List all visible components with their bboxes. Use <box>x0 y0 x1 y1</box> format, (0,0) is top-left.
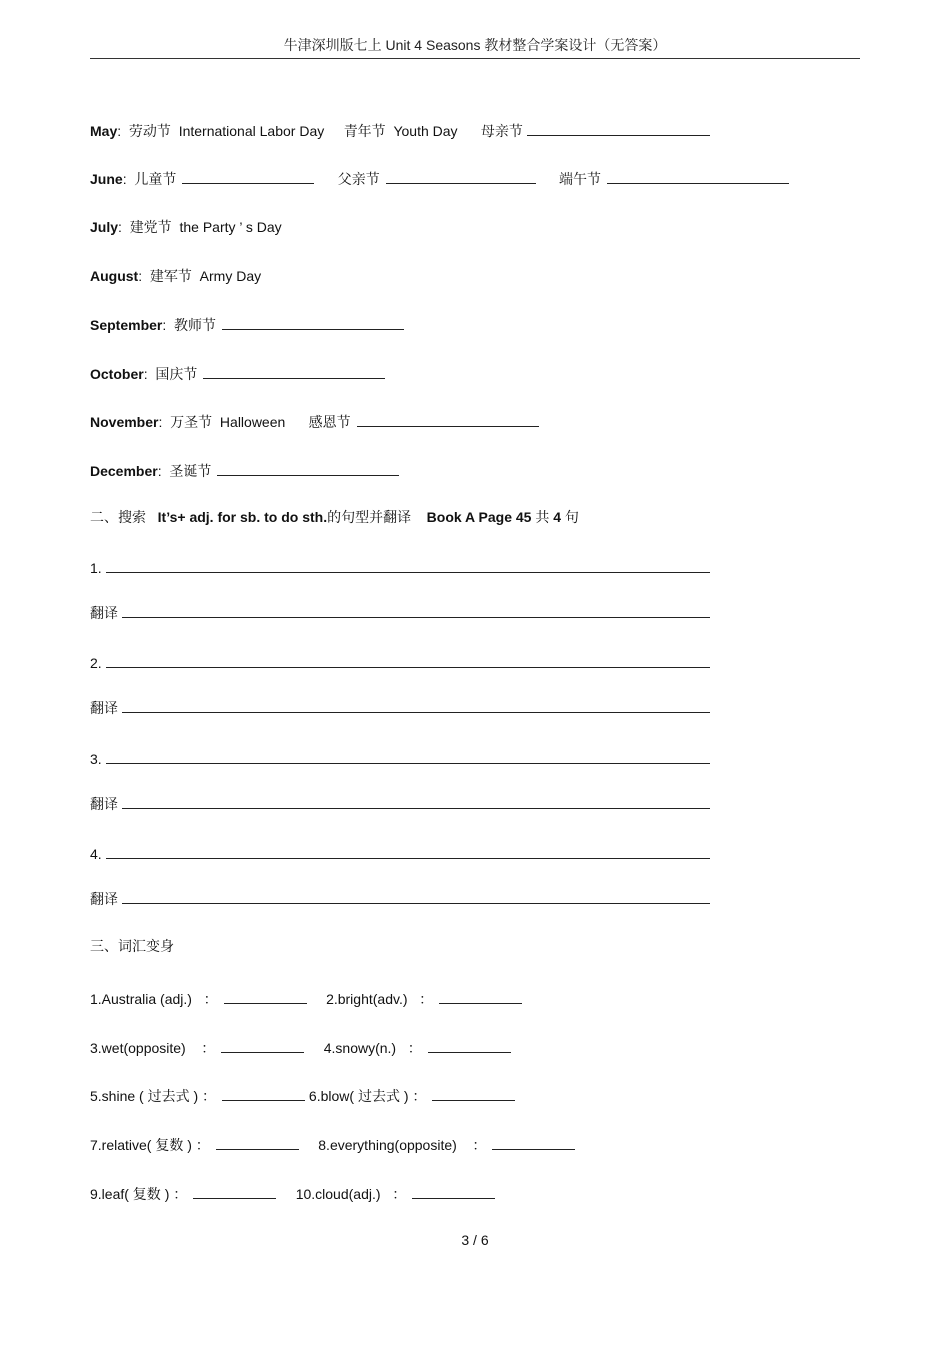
answer-blank[interactable] <box>221 1038 304 1053</box>
month-label: August <box>90 268 139 284</box>
separator: : <box>162 317 167 333</box>
answer-blank[interactable] <box>222 315 404 330</box>
separator: : <box>143 366 148 382</box>
separator: : <box>118 219 122 235</box>
festival-cn: 劳动节 <box>128 123 171 139</box>
translation-item-2: 翻译 <box>90 698 710 717</box>
section-2-heading: 二、搜索 It’s+ adj. for sb. to do sth.的句型并翻译 Book A Page 45 共 4 句 <box>90 509 579 525</box>
month-label: October <box>90 366 144 382</box>
vocab-row-3: 5.shine ( 过去式 ) ： 6.blow( 过去式 ) ： <box>90 1086 515 1105</box>
separator: : <box>158 414 163 430</box>
vocab-row-1: 1.Australia (adj.) ： 2.bright(adv.) ： <box>90 989 522 1008</box>
translation-blank[interactable] <box>122 889 710 904</box>
festival-cn: 建军节 <box>149 268 192 284</box>
festival-cn: 儿童节 <box>134 171 177 187</box>
festival-cn: 建党节 <box>129 219 172 235</box>
translation-item-1: 翻译 <box>90 603 710 622</box>
book-reference: Book A Page 45 <box>426 509 532 525</box>
festival-en: International Labor Day <box>178 123 325 139</box>
festival-en: the Party ’ s Day <box>179 219 282 235</box>
sentence-blank[interactable] <box>106 844 710 859</box>
answer-blank[interactable] <box>386 169 536 184</box>
festival-en: Halloween <box>219 414 286 430</box>
vocab-row-5: 9.leaf( 复数 ) ： 10.cloud(adj.) ： <box>90 1184 495 1203</box>
sentence-item-2: 2. <box>90 653 710 672</box>
vocab-row-4: 7.relative( 复数 ) ： 8.everything(opposite) ： <box>90 1135 575 1154</box>
month-label: September <box>90 317 163 333</box>
answer-blank[interactable] <box>217 461 399 476</box>
answer-blank[interactable] <box>193 1184 276 1199</box>
festival-cn: 感恩节 <box>308 414 351 430</box>
sentence-item-4: 4. <box>90 844 710 863</box>
answer-blank[interactable] <box>412 1184 495 1199</box>
festival-row-september <box>90 315 404 334</box>
festival-row-may <box>90 121 710 140</box>
page-number: 3 / 6 <box>461 1232 489 1248</box>
month-label: July <box>90 219 119 235</box>
festival-cn: 父亲节 <box>337 171 380 187</box>
festival-cn: 青年节 <box>343 123 386 139</box>
answer-blank[interactable] <box>357 412 539 427</box>
translation-blank[interactable] <box>122 794 710 809</box>
answer-blank[interactable] <box>527 121 710 136</box>
answer-blank[interactable] <box>224 989 307 1004</box>
answer-blank[interactable] <box>216 1135 299 1150</box>
month-label: December <box>90 463 158 479</box>
vocab-row-2: 3.wet(opposite) ： 4.snowy(n.) ： <box>90 1038 511 1057</box>
answer-blank[interactable] <box>203 364 385 379</box>
festival-cn: 教师节 <box>174 317 217 333</box>
sentence-blank[interactable] <box>106 653 710 668</box>
month-label: June <box>90 171 123 187</box>
answer-blank[interactable] <box>432 1086 515 1101</box>
translation-blank[interactable] <box>122 698 710 713</box>
festival-row-july <box>90 218 282 236</box>
festival-cn: 国庆节 <box>155 366 198 382</box>
answer-blank[interactable] <box>428 1038 511 1053</box>
translation-blank[interactable] <box>122 603 710 618</box>
festival-row-october <box>90 364 385 383</box>
festival-cn: 万圣节 <box>170 414 213 430</box>
answer-blank[interactable] <box>607 169 789 184</box>
answer-blank[interactable] <box>439 989 522 1004</box>
separator: : <box>157 463 162 479</box>
festival-row-august <box>90 267 261 285</box>
festival-cn: 圣诞节 <box>169 463 212 479</box>
separator: : <box>117 123 122 139</box>
month-label: November <box>90 414 159 430</box>
section-3-heading: 三、词汇变身 <box>90 938 174 954</box>
separator: : <box>122 171 127 187</box>
festival-row-december <box>90 461 399 480</box>
festival-row-november <box>90 412 539 431</box>
sentence-item-1: 1. <box>90 558 710 577</box>
separator: : <box>138 268 143 284</box>
header-divider <box>90 58 860 59</box>
month-label: May <box>90 123 118 139</box>
sentence-blank[interactable] <box>106 749 710 764</box>
sentence-blank[interactable] <box>106 558 710 573</box>
translation-item-3: 翻译 <box>90 794 710 813</box>
sentence-item-3: 3. <box>90 749 710 768</box>
festival-cn: 端午节 <box>559 171 602 187</box>
page-header: 牛津深圳版七上 Unit 4 Seasons 教材整合学案设计（无答案） <box>283 37 667 53</box>
sentence-pattern: It’s+ adj. for sb. to do sth. <box>157 509 328 525</box>
answer-blank[interactable] <box>492 1135 575 1150</box>
festival-en: Army Day <box>199 268 262 284</box>
festival-cn: 母亲节 <box>480 123 523 139</box>
translation-item-4: 翻译 <box>90 889 710 908</box>
answer-blank[interactable] <box>182 169 314 184</box>
answer-blank[interactable] <box>222 1086 305 1101</box>
festival-en: Youth Day <box>393 123 458 139</box>
festival-row-june <box>90 169 789 188</box>
